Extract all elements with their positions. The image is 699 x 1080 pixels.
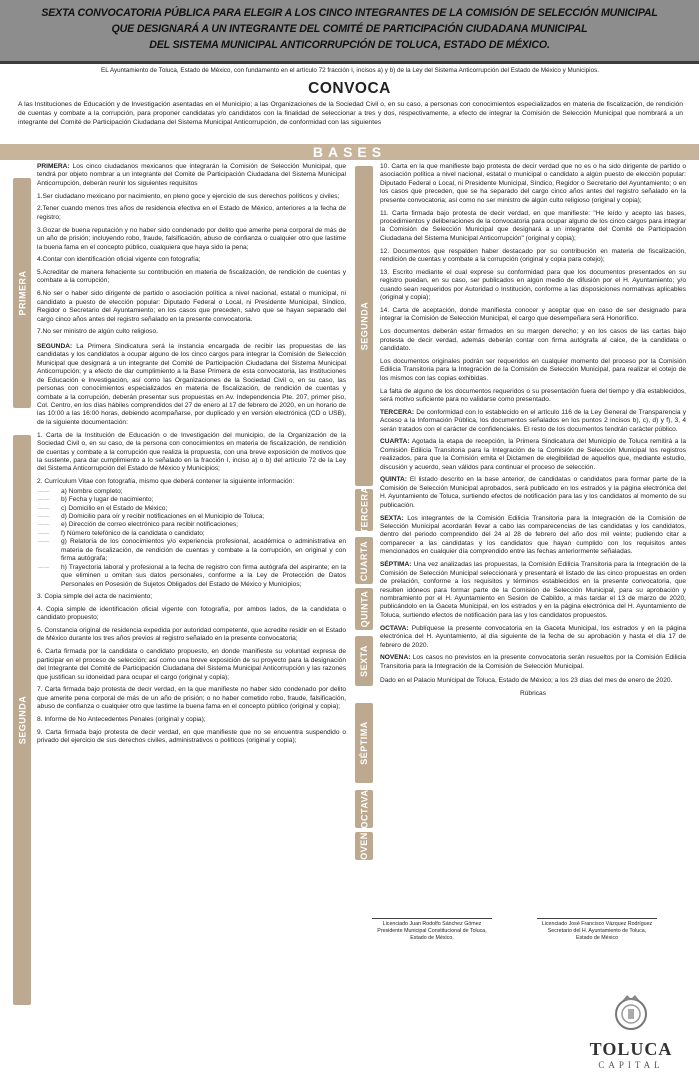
novena-lead: NOVENA: xyxy=(380,654,411,662)
bases-banner: BASES xyxy=(0,144,699,160)
title-line-1: SEXTA CONVOCATORIA PÚBLICA PARA ELEGIR A LOS CINCO INTEGRANTES DE LA COMISIÓN DE SELECCIÓN MUNICIPAL xyxy=(41,7,658,19)
sexta-para xyxy=(380,515,686,557)
tercera-lead: TERCERA: xyxy=(380,408,415,416)
novena-text: Los casos no previstos en la presente convocatoria serán resueltos por la Comisión Edilicia Transitoria para la Integración de la Comisión de Selección Municipal. xyxy=(380,654,686,670)
tab-segunda xyxy=(13,435,31,1005)
septima-para xyxy=(380,561,686,620)
tab-octava xyxy=(355,790,373,828)
octava-text: Publíquese la presente convocatoria en la Gaceta Municipal, los estrados y en la página electrónica del H. Ayuntamiento, al día siguiente de la fecha de su aprobación y hasta el día 17 de febrero de 2020. xyxy=(380,624,686,649)
cv-subitem: ····· e) Dirección de correo electrónico para recibir notificaciones; xyxy=(37,521,346,529)
segunda-text: La Primera Sindicatura será la instancia encargada de recibir las propuestas de las candidatas y los candidatos a ocupar alguno de los cinco cargos para integrar la Comisión de Selección Municipal que designará a un integrante del Comité de Participación Ciudadana del Sistema Municipal Anticorrupción; y a efecto de dar cumplimiento a la Base Primera de esta convocatoria, las Instituciones de Educación e Investigación, así como las Organizaciones de la Sociedad Civil o, en su caso, las personas con conocimientos especializados en materia de fiscalización, de rendición de cuentas y combate a la corrupción, deberán presentar sus propuestas en Av. Independencia Pte. 207, primer piso, Col. Centro, en los días hábiles comprendidos del 27 de enero al 17 de febrero de 2020, en un horario de las 10:00 a las 16:00 horas, debiendo acompañarse, por duplicado y en versión electrónica (CD o USB), de la siguiente documentación: xyxy=(37,342,346,426)
segunda-doc: 2. Currículum Vitae con fotografía, mismo que deberá contener la siguiente información: xyxy=(37,478,295,486)
toluca-logo xyxy=(572,992,690,1078)
primera-lead: PRIMERA: xyxy=(37,163,70,170)
primera-item: 3.Gozar de buena reputación y no haber sido condenado por delito que amerite pena corporal de más de un año de prisión; incluyendo robo, fraude, falsificación, abuso de confianza o cualquier otro que lastime la buena fama en el concepto público, cualquiera que haya sido la pena; xyxy=(37,226,346,251)
sexta-text: Los integrantes de la Comisión Edilicia Transitoria para la Integración de la Comisión de Selección Municipal acordarán llevar a cabo las comparecencias de las candidatas y los candidatos, dentro del periodo comprendido del 24 al 28 de febrero del año dos mil veinte; pudiendo citar a comparecer a las candidatas y los candidatos que hayan cumplido con los requisitos antes mencionados en cualquier día comprendido entre las fechas anteriormente señaladas. xyxy=(380,514,686,556)
segunda-doc: 10. Carta en la que manifieste bajo protesta de decir verdad que no es o ha sido dirigente de partido o asociación política a nivel nacional, estatal o municipal o candidato a algún puesto de elección popular: Diputado Federal o Local, ni Presidente Municipal, Síndico, Regidor o Secretario del Ayuntamiento; o en los casos que preceden, que se ha separado del cargo cinco años antes del registro señalado en la presente convocatoria; así como no ser ministro de algún culto religioso (original y copia); xyxy=(380,163,686,204)
signature-block-president xyxy=(372,918,492,941)
signer-place: Estado de México. xyxy=(410,934,454,941)
tab-septima xyxy=(355,703,373,783)
signer-role: Secretario del H. Ayuntamiento de Toluca, xyxy=(547,927,647,934)
primera-item: 5.Acreditar de manera fehaciente su contribución en materia de fiscalización, de rendición de cuentas y combate a la corrupción; xyxy=(37,269,346,285)
logo-wordmark: TOLUCA xyxy=(589,1039,673,1059)
segunda-doc: 3. Copia simple del acta de nacimiento; xyxy=(37,593,153,601)
segunda-doc: 9. Carta firmada bajo protesta de decir verdad, en que manifieste que no se encuentra suspendido o privado del ejercicio de sus derechos civiles, administrativos o políticos (original y copia); xyxy=(37,728,346,745)
tab-primera-label: PRIMERA xyxy=(17,270,28,316)
primera-text: Los cinco ciudadanos mexicanos que integrarán la Comisión de Selección Municipal, que tendrá por objeto nombrar a un integrante del Comité de Participación Ciudadana del Sistema Municipal Anticorrupción, deberán reunir los siguientes requisitos xyxy=(37,163,346,187)
segunda-doc: 13. Escrito mediante el cual exprese su conformidad para que los documentos presentados en su registro puedan, en su caso, ser publicados en algún medio de difusión por el H. Ayuntamiento; y/o cuando sean requeridos por Autoridad o Institución, conforme a las disposiciones normativas aplicables (original y copia); xyxy=(380,268,686,302)
left-column xyxy=(37,163,346,750)
tercera-text: De conformidad con lo establecido en el artículo 116 de la Ley General de Transparencia y Acceso a la Información Pública, los documentos señalados en los puntos 2 incisos b), c), d) y f), 3, 4 serán tratados con el carácter de confidenciales. El resto de los documentos tendrán carácter público. xyxy=(380,408,686,433)
toluca-emblem-icon xyxy=(611,992,651,1032)
segunda-doc: 8. Informe de No Antecedentes Penales (original y copia); xyxy=(37,715,206,723)
tab-cuarta-label: CUARTA xyxy=(359,540,370,581)
segunda-lead: SEGUNDA: xyxy=(37,342,73,350)
cuarta-para xyxy=(380,438,686,472)
quinta-lead: QUINTA: xyxy=(380,476,407,484)
primera-item: 7.No ser ministro de algún culto religioso. xyxy=(37,328,158,336)
segunda-doc: 6. Carta firmada por la candidata o candidato propuesto, en donde manifieste su voluntad expresa de participar en el proceso de selección; así como una breve exposición de su proyecto para la designación del Integrante del Comité de Participación Ciudadana del Sistema Municipal Anticorrupción y las razones que justifican su idoneidad para ocupar el cargo (original y copia); xyxy=(37,648,346,681)
signature-line xyxy=(537,918,657,919)
signer-role: Presidente Municipal Constitucional de Toluca, xyxy=(377,927,487,934)
segunda-doc: 14. Carta de aceptación, donde manifiesta conocer y aceptar que en caso de ser designado para integrar la Comisión de Selección Municipal, el cargo que desempeñara será Honorífico. xyxy=(380,306,686,323)
tab-primera xyxy=(13,178,31,408)
quinta-para xyxy=(380,476,686,510)
document-header xyxy=(0,0,699,64)
tab-septima-label: SÉPTIMA xyxy=(359,721,370,765)
signer-name: Licenciado Juan Rodolfo Sánchez Gómez xyxy=(382,921,482,927)
signature-line xyxy=(372,918,492,919)
tab-sexta xyxy=(355,636,373,686)
segunda-doc: 11. Carta firmada bajo protesta de decir verdad, en que manifieste: "He leído y acepto las bases, procedimientos y deliberaciones de la convocatoria para ocupar alguno de los cinco cargos para integrar la Comisión de Selección Municipal que designará a un integrante del Comité de Participación Ciudadana del Sistema Municipal Anticorrupción" (original y copia); xyxy=(380,209,686,242)
segunda-note: Los documentos deberán estar firmados en su margen derecho; y en los casos de las cartas bajo protesta de decir verdad, además deberán contar con firma autógrafa al calce, de la candidata o candidato. xyxy=(380,328,686,353)
intro-paragraph: A las Instituciones de Educación y de Investigación asentadas en el Municipio; a las Organizaciones de la Sociedad Civil o, en su caso, a personas con conocimientos especializados en materia de fiscalización, de rendición de cuentas y combate a la corrupción, para proponer candidatas y/o candidatos con la finalidad de seleccionar a tres y dos, respectivamente, a efecto de integrar la Comisión de Selección Municipal que nombrará a un integrante del Comité de Participación Ciudadana del Sistema Municipal Anticorrupción, de conformidad con las siguientes xyxy=(18,101,683,126)
title-line-3: DEL SISTEMA MUNICIPAL ANTICORRUPCIÓN DE TOLUCA, ESTADO DE MÉXICO. xyxy=(149,39,550,51)
segunda-doc: 12. Documentos que respalden haber destacado por su contribución en materia de fiscalización, rendición de cuentas y combate a la corrupción (original y copia para cotejo); xyxy=(380,247,686,264)
tab-tercera-label: TERCERA xyxy=(359,486,370,534)
tab-segunda-label: SEGUNDA xyxy=(17,695,28,745)
tab-quinta xyxy=(355,588,373,630)
cv-subitem: ····· c) Domicilio en el Estado de México; xyxy=(37,505,346,513)
logo-subtitle: CAPITAL xyxy=(598,1060,664,1070)
primera-item: 6.No ser o haber sido dirigente de partido o asociación política a nivel nacional, estatal o municipal, ni candidato a puesto de elección popular: Diputado Federal o Local, ni Presidente Municipal, Síndico, Regidor o Secretario del Ayuntamiento; en los casos que preceden, salvo que se hayan separado del cargo cinco años antes del registro señalado en la presente convocatoria. xyxy=(37,290,346,323)
segunda-doc: 1. Carta de la Institución de Educación o de Investigación del municipio, de la Organización de la Sociedad Civil o, en su caso, de la persona con conocimientos en materia de fiscalización, de rendición de cuentas y combate a la corrupción que realiza la propuesta, con una breve exposición de motivos que la sustente, para dar cumplimiento a lo señalado en la fracción I, inciso a) o b) del artículo 72 de la Ley del Sistema Anticorrupción del Estado de México y Municipios; xyxy=(37,431,346,473)
tab-segunda-right xyxy=(355,166,373,486)
tab-octava-label: OCTAVA xyxy=(359,789,369,829)
convoca-heading: CONVOCA xyxy=(308,80,391,97)
segunda-note: La falta de alguno de los documentos requeridos o su presentación fuera del tiempo y día establecidos, será motivo suficiente para no validarse como presentado. xyxy=(380,387,686,403)
segunda-note: Los documentos originales podrán ser requeridos en cualquier momento del proceso por la Comisión Edilicia Transitoria para la Integración de la Comisión de Selección Municipal, para realizar el cotejo de los mismos con las copias exhibidas. xyxy=(380,357,686,382)
octava-para xyxy=(380,625,686,650)
novena-para xyxy=(380,654,686,671)
septima-lead: SÉPTIMA: xyxy=(380,561,412,569)
cuarta-text: Agotada la etapa de recepción, la Primera Sindicatura del Municipio de Toluca remitirá a la Comisión Edilicia Transitoria para la Integración de la Comisión de Selección Municipal los registros realizados, para que la Comisión emita el Dictamen de elegibilidad de aquellos que, mediante estudio, discusión y acuerdo, sean válidos para continuar el proceso de selección. xyxy=(380,438,686,471)
tab-novena-label: NOVENA xyxy=(359,825,370,867)
tab-quinta-label: QUINTA xyxy=(359,590,369,628)
segunda-intro xyxy=(37,343,346,428)
octava-lead: OCTAVA: xyxy=(380,624,409,632)
signer-place: Estado de México xyxy=(575,934,619,941)
tab-tercera xyxy=(355,486,373,534)
primera-intro xyxy=(37,163,346,188)
septima-text: Una vez analizadas las propuestas, la Comisión Edilicia Transitoria para la Integración de la Comisión de Selección Municipal seleccionará y presentará el listado de las cinco propuestas en orden de prelación, conforme a los requisitos y términos establecidos en la presente convocatoria, que resulten idóneos para formar parte de la Comisión de Selección Municipal, para su aprobación y nombramiento por el H. Ayuntamiento en Sesión de Cabildo, a más tardar el 13 de marzo de 2020, publicándolo en la Gaceta Municipal, en los estrados y en la página electrónica del H. Ayuntamiento de Toluca, surtiendo efectos de notificación para las y los candidatos propuestos. xyxy=(380,561,686,619)
segunda-doc: 5. Constancia original de residencia expedida por autoridad competente, que acredite residir en el Estado de México durante los tres años previos al registro señalado en la presente convocatoria; xyxy=(37,627,346,643)
tab-novena xyxy=(355,825,373,867)
primera-item: 4.Contar con identificación oficial vigente con fotografía; xyxy=(37,256,201,264)
tercera-para xyxy=(380,409,686,434)
right-column xyxy=(380,163,686,703)
segunda-doc: 4. Copia simple de identificación oficial vigente con fotografía, por ambos lados, de la candidata o candidato propuesto; xyxy=(37,605,346,622)
tab-sexta-label: SEXTA xyxy=(359,645,369,677)
tab-segunda-right-label: SEGUNDA xyxy=(359,301,370,351)
closing-statement: Dado en el Palacio Municipal de Toluca, Estado de México; a los 23 días del mes de enero de 2020. xyxy=(380,677,673,685)
cv-subitem: ····· a) Nombre completo; xyxy=(37,488,346,496)
quinta-text: El listado descrito en la base anterior, de candidatas o candidatos para formar parte de la Comisión de Selección Municipal aprobados, será publicado en los estrados y la página electrónica del H. Ayuntamiento de Toluca, surtiendo efectos de notificación para las y los candidatos al momento de su publicación. xyxy=(380,476,686,509)
signature-block-secretary xyxy=(537,918,657,941)
tab-cuarta xyxy=(355,537,373,584)
title-line-2: QUE DESIGNARÁ A UN INTEGRANTE DEL COMITÉ DE PARTICIPACIÓN CIUDADANA MUNICIPAL xyxy=(111,23,588,35)
primera-item: 1.Ser ciudadano mexicano por nacimiento, en pleno goce y ejercicio de sus derechos políticos y civiles; xyxy=(37,192,340,200)
cv-subitem: ····· b) Fecha y lugar de nacimiento; xyxy=(37,496,346,504)
cv-subitem: ····· d) Domicilio para oír y recibir notificaciones en el Municipio de Toluca; xyxy=(37,513,346,521)
cuarta-lead: CUARTA: xyxy=(380,438,410,446)
rubricas-label: Rúbricas xyxy=(519,689,547,697)
preamble: EL Ayuntamiento de Toluca, Estado de México, con fundamento en el artículo 72 fracción I, incisos a) y b) de la Ley del Sistema Anticorrupción del Estado de México y Municipios. xyxy=(101,67,599,74)
signer-name: Licenciado José Francisco Vázquez Rodríguez xyxy=(541,921,653,927)
cv-subitem: ····· f) Número telefónico de la candidata o candidato; xyxy=(37,530,346,538)
cv-subitem: ····· g) Relatoría de los conocimientos y/o experiencia profesional, académica o administrativa en materia de fiscalización, de rendición de cuentas y combate a la corrupción, en original y con firma autógrafa; xyxy=(37,538,346,563)
primera-item: 2.Tener cuando menos tres años de residencia efectiva en el Estado de México, anteriores a la fecha de registro; xyxy=(37,205,346,221)
sexta-lead: SEXTA: xyxy=(380,514,404,522)
cv-subitem: ····· h) Trayectoria laboral y profesional a la fecha de registro con firma autógrafa del aspirante; en la que eliminen u omitan sus datos personales, conforme a la Ley de Protección de Datos Personales en Posesión de Sujetos Obligados del Estado de México y Municipios; xyxy=(37,564,346,589)
segunda-doc: 7. Carta firmada bajo protesta de decir verdad, en la que manifieste no haber sido condenado por delito que amerite pena corporal de más de un año de prisión; o no haber cometido robo, fraude, falsificación, abuso de confianza o cualquier otro que lastime la buena fama en el concepto público (original y copia); xyxy=(37,686,346,711)
